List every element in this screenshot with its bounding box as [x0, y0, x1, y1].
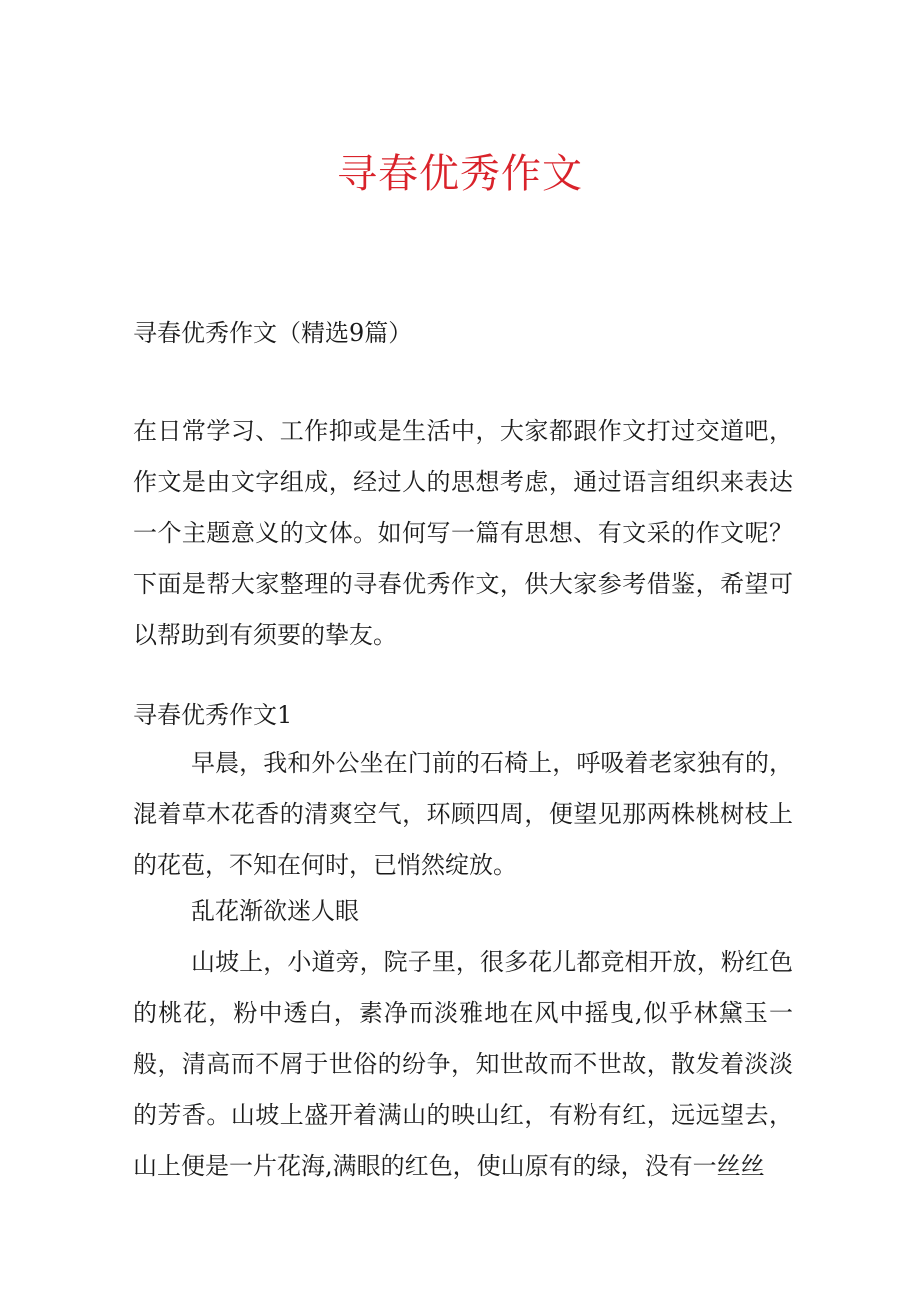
document-title: 寻春优秀作文 [337, 151, 583, 197]
document-subtitle: 寻春优秀作文（精选9篇） [133, 319, 413, 347]
intro-paragraph: 在日常学习、工作抑或是生活中，大家都跟作文打过交道吧，作文是由文字组成，经过人的思想考虑，通过语言组织来表达一个主题意义的文体。如何写一篇有思想、有文采的作文呢？下面是帮大家整理的寻春优秀作文，供大家参考借鉴，希望可以帮助到有须要的挚友。 [133, 417, 793, 649]
section-subheading: 乱花渐欲迷人眼 [191, 897, 359, 925]
section-heading: 寻春优秀作文1 [133, 701, 293, 729]
body-paragraph-1: 早晨，我和外公坐在门前的石椅上，呼吸着老家独有的，混着草木花香的清爽空气，环顾四周，便望见那两株桃树枝上的花苞，不知在何时，已悄然绽放。 [133, 749, 793, 879]
body-paragraph-2: 山坡上，小道旁，院子里，很多花儿都竞相开放，粉红色的桃花，粉中透白，素净而淡雅地在风中摇曳,似乎林黛玉一般，清高而不屑于世俗的纷争，知世故而不世故，散发着淡淡的芳香。山坡上盛开着满山的映山红，有粉有红，远远望去，山上便是一片花海,满眼的红色，使山原有的绿，没有一丝丝 [133, 948, 793, 1180]
